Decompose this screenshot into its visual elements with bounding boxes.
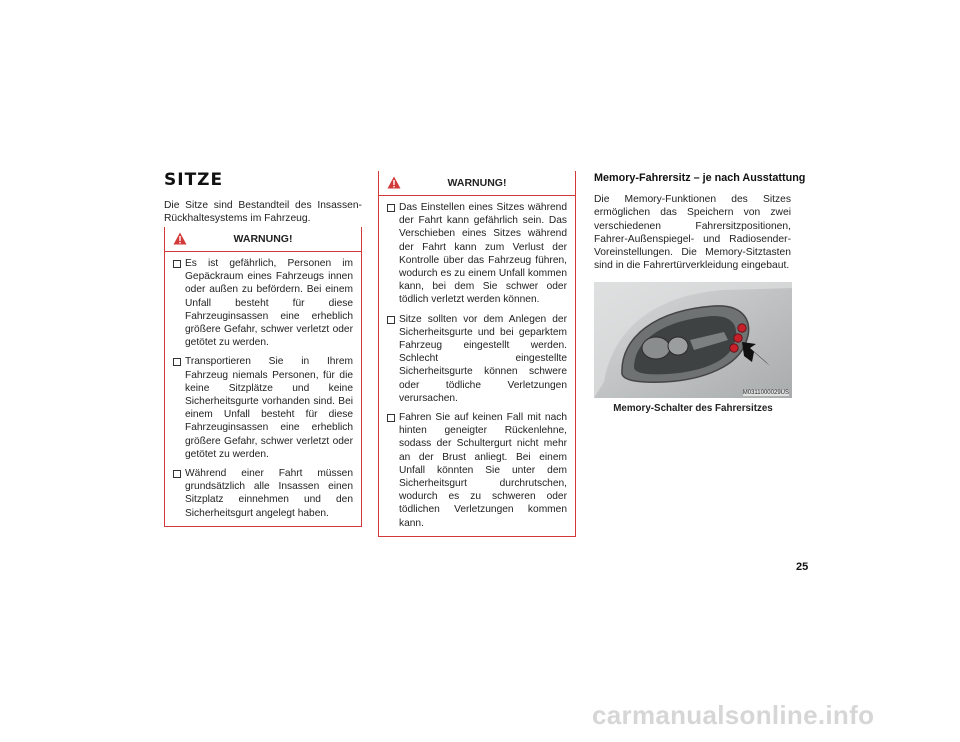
- warning-item: Es ist gefährlich, Personen im Gepäckraum eines Fahrzeugs innen oder außen zu befördern. Bei einem Unfall besteht für diese Fahrzeuginsassen eine erheblich größere Gefahr, schwer verletzt oder getötet zu werden.: [173, 257, 353, 349]
- section-title: SITZE: [164, 170, 224, 190]
- warning-item: Fahren Sie auf keinen Fall mit nach hinten geneigter Rückenlehne, sodass der Schultergurt nicht mehr an der Brust anliegt. Bei einem Unfall könnten Sie unter dem Sicherheitsgurt durchrutschen, wodurch es zu schweren oder tödlichen Verletzungen kommen kann.: [387, 411, 567, 530]
- intro-text: Die Sitze sind Bestandteil des Insassen-Rückhaltesystems im Fahrzeug.: [164, 200, 362, 225]
- warning-header: [165, 227, 361, 252]
- warning-box-left: [164, 227, 362, 527]
- memory-heading: Memory-Fahrersitz – je nach Ausstattung: [594, 172, 806, 184]
- memory-switch-image: [594, 282, 792, 398]
- image-code: M0311000029US: [742, 390, 789, 396]
- warning-title: WARNUNG!: [447, 177, 507, 189]
- checkbox-bullet-icon: [387, 204, 395, 212]
- checkbox-bullet-icon: [387, 414, 395, 422]
- warning-item: Sitze sollten vor dem Anlegen der Sicherheitsgurte und bei geparktem Fahrzeug eingestellt werden. Schlecht eingestellte Sicherheitsgurte können schwere oder tödliche Verletzungen verursachen.: [387, 313, 567, 405]
- checkbox-bullet-icon: [387, 316, 395, 324]
- warning-list: [165, 252, 361, 526]
- memory-text: Die Memory-Funktionen des Sitzes ermöglichen das Speichern von zwei verschiedenen Fahrersitzpositionen, Fahrer-Außenspiegel- und Radiosender-Voreinstellungen. Die Memory-Sitztasten sind in die Fahrertürverkleidung eingebaut.: [594, 194, 791, 272]
- warning-item: Während einer Fahrt müssen grundsätzlich alle Insassen einen Sitzplatz einnehmen und den Sicherheitsgurt angelegt haben.: [173, 467, 353, 520]
- door-panel-illustration: [594, 282, 792, 398]
- warning-item: Transportieren Sie in Ihrem Fahrzeug niemals Personen, für die keine Sitzplätze und keine Sicherheitsgurte vorhanden sind. Bei einem Unfall besteht für diese Fahrzeuginsassen eine erheblich größere Gefahr, schwer verletzt oder getötet zu werden.: [173, 355, 353, 461]
- watermark: carmanualsonline.info: [592, 700, 875, 730]
- warning-header: [379, 171, 575, 196]
- warning-box-middle: [378, 171, 576, 537]
- checkbox-bullet-icon: [173, 260, 181, 268]
- warning-list: [379, 196, 575, 536]
- warning-item: Das Einstellen eines Sitzes während der Fahrt kann gefährlich sein. Das Verschieben eines Sitzes während der Fahrt kann zum Verlust der Kontrolle über das Fahrzeug führen, wodurch es zu einem Unfall kommen kann, bei dem Sie schwer oder tödlich verletzt werden können.: [387, 201, 567, 307]
- chapter-sidebar: [800, 202, 840, 542]
- checkbox-bullet-icon: [173, 358, 181, 366]
- image-caption: Memory-Schalter des Fahrersitzes: [613, 403, 773, 414]
- page-number: 25: [796, 561, 809, 573]
- warning-title: WARNUNG!: [233, 233, 293, 245]
- checkbox-bullet-icon: [173, 470, 181, 478]
